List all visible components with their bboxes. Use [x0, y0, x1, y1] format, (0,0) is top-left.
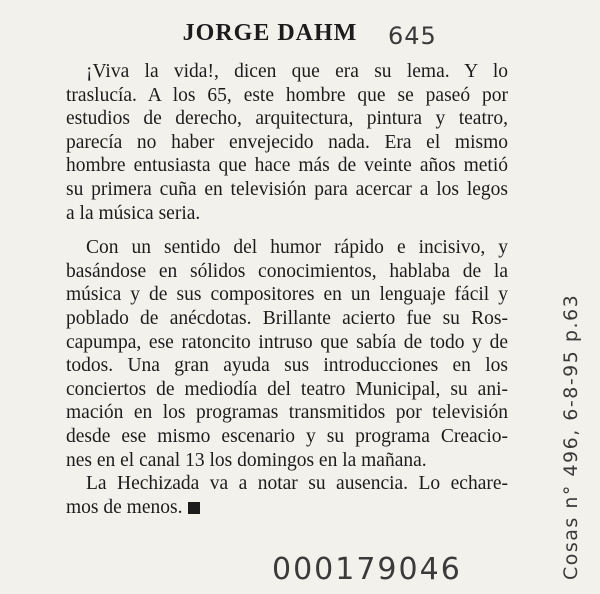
body-line-text: mos de menos. — [66, 496, 183, 518]
body-line: parecía no haber envejecido nada. Era el mismo — [66, 131, 508, 153]
body-line: estudios de derecho, arquitectura, pintura y teatro, — [66, 108, 508, 130]
body-line: conciertos de mediodía del teatro Municipal, su ani- — [66, 378, 508, 400]
body-line: su primera cuña en televisión para acercar a los legos — [66, 178, 508, 200]
body-line: basándose en sólidos conocimientos, hablaba de la — [66, 260, 508, 282]
handwritten-page-number: 645 — [388, 22, 437, 50]
end-mark-icon — [188, 502, 200, 514]
body-line: traslucía. A los 65, este hombre que se paseó por — [66, 84, 508, 106]
body-line-last — [66, 496, 508, 520]
handwritten-catalog-number: 000179046 — [272, 552, 462, 587]
body-line: poblado de anécdotas. Brillante acierto fue su Ros- — [66, 307, 508, 329]
body-line: mación en los programas transmitidos por televisión — [66, 402, 508, 424]
handwritten-source-note: Cosas n° 496, 6-8-95 p.63 — [560, 293, 582, 580]
body-line: La Hechizada va a notar su ausencia. Lo echare- — [86, 473, 508, 495]
article-body — [66, 60, 508, 519]
body-line: desde ese mismo escenario y su programa Creacio- — [66, 425, 508, 447]
body-line: Con un sentido del humor rápido e incisivo, y — [86, 237, 508, 259]
article-title: JORGE DAHM — [182, 20, 358, 46]
body-line: hombre entusiasta que hace más de veinte años metió — [66, 155, 508, 177]
body-line: a la música seria. — [66, 202, 201, 224]
body-line: capumpa, ese ratoncito intruso que sabía de todo y de — [66, 331, 508, 353]
body-line: todos. Una gran ayuda sus introducciones en los — [66, 355, 508, 377]
body-line: música y de sus compositores en un lenguaje fácil y — [66, 284, 508, 306]
body-line: nes en el canal 13 los domingos en la mañana. — [66, 449, 427, 471]
body-line: ¡Viva la vida!, dicen que era su lema. Y lo — [86, 61, 508, 82]
